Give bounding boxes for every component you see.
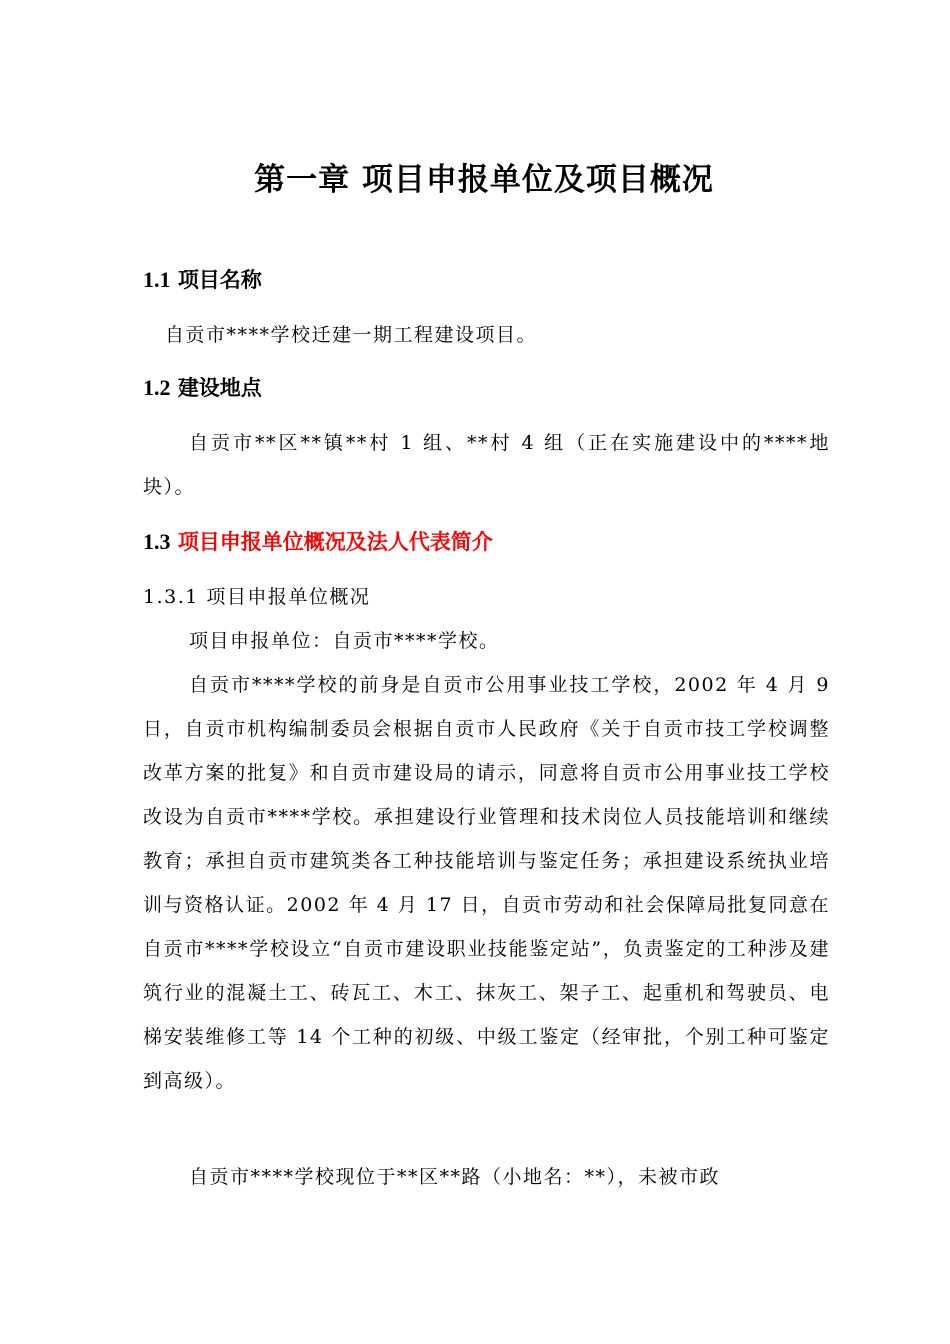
project-name-text: 自贡市****学校迁建一期工程建设项目。 — [165, 324, 538, 346]
applicant-text: 项目申报单位：自贡市****学校。 — [189, 630, 500, 652]
section-heading-1-1 — [143, 265, 262, 295]
section-heading-1-2 — [143, 373, 262, 403]
section-heading-1-3 — [143, 527, 493, 557]
subsection-heading-1-3-1: 1.3.1 项目申报单位概况 — [143, 586, 371, 608]
section-title: 建设地点 — [177, 376, 262, 400]
school-history-paragraph: 自贡市****学校的前身是自贡市公用事业技工学校，2002 年 4 月 9 日，自贡市机构编制委员会根据自贡市人民政府《关于自贡市技工学校调整改革方案的批复》和自贡市建设局的请示，同意将自贡市公用事业技工学校改设为自贡市****学校。承担建设行业管理和技术岗位人员技能培训和继续教育；承担自贡市建筑类各工种技能培训与鉴定任务；承担建设系统执业培训与资格认证。2002 年 4 月 17 日，自贡市劳动和社会保障局批复同意在自贡市****学校设立“自贡市建设职业技能鉴定站”，负责鉴定的工种涉及建筑行业的混凝土工、砖瓦工、木工、抹灰工、架子工、起重机和驾驶员、电梯安装维修工等 14 个工种的初级、中级工鉴定（经审批，个别工种可鉴定到高级）。 — [143, 674, 830, 1092]
construction-site-text: 自贡市**区**镇**村 1 组、**村 4 组（正在实施建设中的****地块）。 — [143, 432, 830, 498]
section-number: 1.1 — [143, 267, 171, 292]
section-title: 项目名称 — [177, 268, 262, 292]
school-location-paragraph: 自贡市****学校现位于**区**路（小地名：**），未被市政 — [189, 1166, 721, 1188]
chapter-title: 第一章 项目申报单位及项目概况 — [254, 162, 714, 198]
section-title: 项目申报单位概况及法人代表简介 — [177, 530, 493, 554]
section-number: 1.3 — [143, 529, 171, 554]
section-number: 1.2 — [143, 375, 171, 400]
